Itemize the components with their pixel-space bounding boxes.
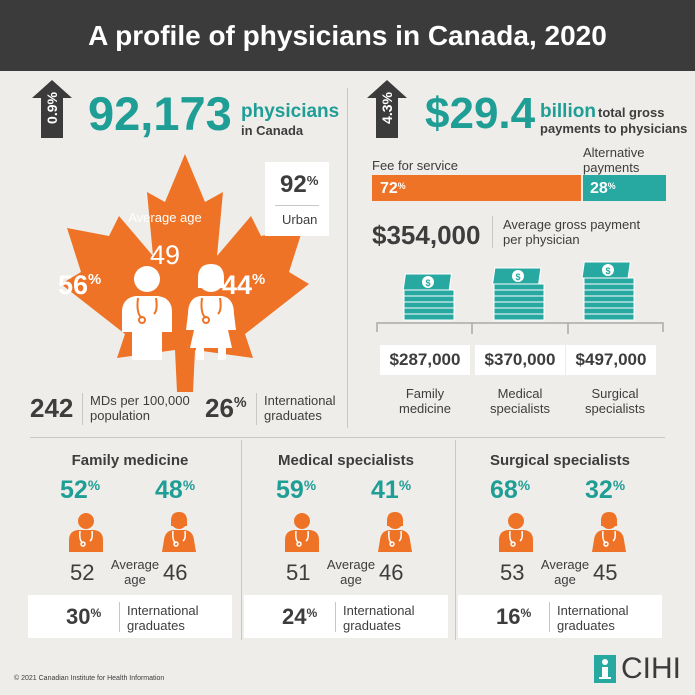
intl-grad-percent: 26% — [205, 393, 247, 423]
mds-per-100k-label: MDs per 100,000 population — [90, 393, 190, 423]
physician-label: physicians — [241, 101, 340, 122]
avg-payment-divider — [492, 216, 493, 248]
group-female-percent: 41% — [371, 476, 412, 504]
group-female-age: 45 — [593, 560, 618, 585]
male-doctor-icon — [116, 264, 178, 360]
section-divider — [347, 88, 348, 428]
intl-grad-label: International graduates — [264, 393, 336, 423]
female-doctor-icon — [590, 512, 628, 557]
urban-percent: 92% — [280, 171, 319, 198]
group-female-percent: 32% — [585, 476, 626, 504]
group-title: Medical specialists — [278, 452, 414, 469]
horizontal-divider — [30, 437, 665, 438]
group-male-percent: 52% — [60, 476, 101, 504]
average-age-value: 49 — [149, 240, 181, 270]
group-title: Family medicine — [71, 452, 189, 469]
group-male-age: 53 — [500, 560, 525, 585]
group-male-age: 51 — [286, 560, 311, 585]
group-intl-percent: 24% — [282, 604, 318, 629]
group-intl-divider — [335, 602, 336, 632]
group-intl-percent: 16% — [496, 604, 532, 629]
payments-desc: total gross payments to physicians — [540, 105, 688, 136]
svg-text:$: $ — [425, 278, 431, 288]
svg-text:$: $ — [605, 266, 611, 276]
medical-specialists-payment-label: Medical specialists — [490, 386, 550, 416]
physician-sublabel: in Canada — [241, 123, 304, 138]
svg-text:$: $ — [515, 272, 521, 282]
mds-per-100k-value: 242 — [30, 393, 74, 423]
physician-count: 92,173 — [88, 87, 232, 140]
bracket-line — [376, 320, 664, 342]
urban-divider — [275, 205, 319, 206]
group-male-age: 52 — [70, 560, 95, 585]
male-doctor-icon — [497, 512, 535, 557]
group-age-label: Average age — [326, 557, 376, 587]
avg-payment-value: $354,000 — [372, 220, 481, 250]
female-doctor-icon — [376, 512, 414, 557]
avg-payment-label: Average gross payment per physician — [503, 217, 641, 247]
group-female-age: 46 — [379, 560, 404, 585]
physician-change: 0.9% — [44, 92, 60, 124]
medical-specialists-payment: $370,000 — [475, 345, 565, 375]
payments-amount: $29.4 — [425, 89, 536, 138]
alt-label: Alternative payments — [583, 145, 645, 175]
male-doctor-icon — [283, 512, 321, 557]
payments-unit: billion — [540, 101, 596, 122]
group-intl-divider — [549, 602, 550, 632]
copyright: © 2021 Canadian Institute for Health Information — [14, 675, 165, 682]
group-intl-label: International graduates — [557, 603, 629, 633]
urban-label: Urban — [282, 212, 318, 227]
page-title: A profile of physicians in Canada, 2020 — [0, 0, 695, 71]
money-stack-large-icon — [580, 250, 640, 330]
payments-change: 4.3% — [379, 92, 395, 124]
group-age-label: Average age — [540, 557, 590, 587]
cihi-logo-text: CIHI — [621, 652, 681, 685]
ffs-label: Fee for service — [372, 158, 458, 173]
group-intl-divider — [119, 602, 120, 632]
group-age-label: Average age — [110, 557, 160, 587]
group-female-percent: 48% — [155, 476, 196, 504]
female-percent: 44% — [222, 270, 266, 300]
male-doctor-icon — [67, 512, 105, 557]
group-divider — [241, 440, 242, 640]
female-doctor-icon — [160, 512, 198, 557]
group-male-percent: 59% — [276, 476, 317, 504]
mds-divider — [82, 393, 83, 425]
family-medicine-payment-label: Family medicine — [398, 386, 452, 416]
family-medicine-payment: $287,000 — [380, 345, 470, 375]
cihi-logo-icon — [594, 655, 616, 683]
alt-percent: 28% — [590, 180, 616, 197]
surgical-specialists-payment-label: Surgical specialists — [585, 386, 645, 416]
male-percent: 56% — [58, 270, 102, 300]
group-male-percent: 68% — [490, 476, 531, 504]
group-intl-percent: 30% — [66, 604, 102, 629]
group-intl-label: International graduates — [343, 603, 415, 633]
group-title: Surgical specialists — [489, 452, 631, 469]
intl-divider — [256, 393, 257, 425]
ffs-percent: 72% — [380, 180, 406, 197]
average-age-label: Average age — [128, 210, 202, 225]
group-intl-label: International graduates — [127, 603, 199, 633]
group-divider — [455, 440, 456, 640]
group-female-age: 46 — [163, 560, 188, 585]
surgical-specialists-payment: $497,000 — [566, 345, 656, 375]
